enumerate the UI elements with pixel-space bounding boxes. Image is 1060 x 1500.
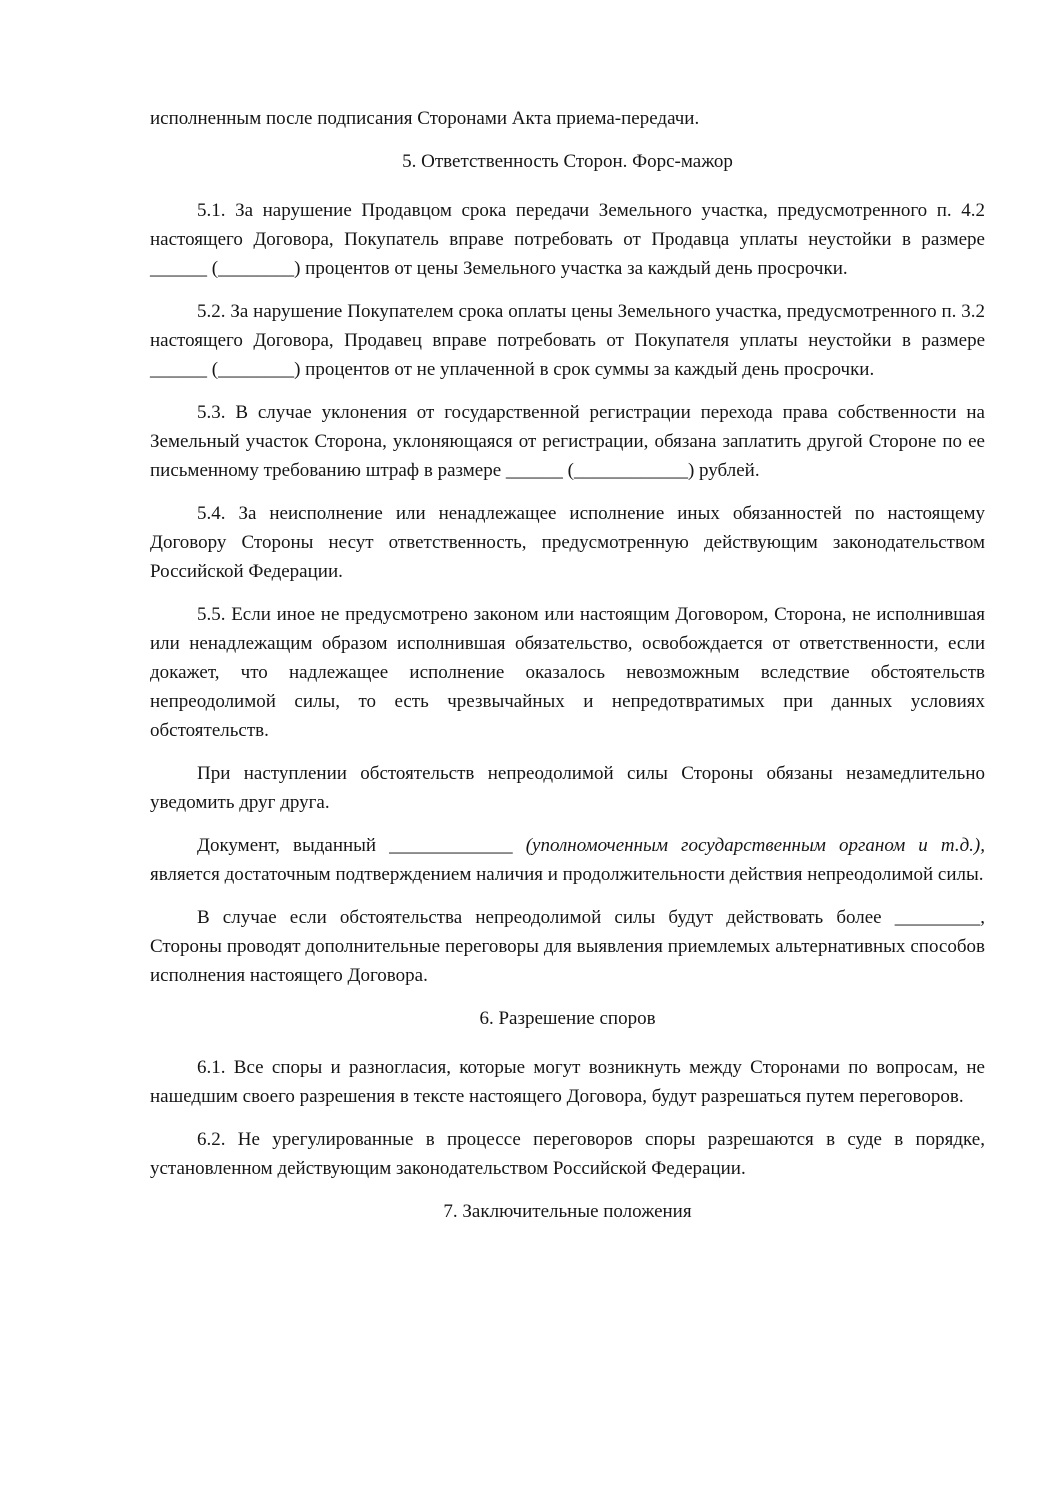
paragraph-5-1: 5.1. За нарушение Продавцом срока передачи Земельного участка, предусмотренного п. 4.2 настоящего Договора, Покупатель вправе потребовать от Продавца уплаты неустойки в размере ______ (________) процентов от цены Земельного участка за каждый день просрочки. xyxy=(150,200,985,279)
document-paragraph-tail: является достаточным подтверждением наличия и продолжительности действия непреодолимой силы. xyxy=(150,864,984,885)
paragraph-5-5: 5.5. Если иное не предусмотрено законом или настоящим Договором, Сторона, не исполнившая или ненадлежащим образом исполнившая обязательство, освобождается от ответственности, если докажет, что надлежащее исполнение оказалось невозможным вследствие обстоятельств непреодолимой силы, то есть чрезвычайных и непредотвратимых при данных условиях обстоятельств. xyxy=(150,604,985,741)
continuation-paragraph: исполненным после подписания Сторонами Акта приема-передачи. xyxy=(150,108,700,129)
paragraph-force-majeure-document xyxy=(150,831,985,889)
paragraph-6-1: 6.1. Все споры и разногласия, которые могут возникнуть между Сторонами по вопросам, не нашедшим своего разрешения в тексте настоящего Договора, будут разрешаться путем переговоров. xyxy=(150,1057,985,1107)
paragraph-force-majeure-notice: При наступлении обстоятельств непреодолимой силы Стороны обязаны незамедлительно уведомить друг друга. xyxy=(150,763,985,813)
document-paragraph-italic-clause: (уполномоченным государственным органом и т.д.), xyxy=(525,835,986,856)
section-6-heading: 6. Разрешение споров xyxy=(479,1008,656,1029)
paragraph-prolonged-force-majeure: В случае если обстоятельства непреодолимой силы будут действовать более _________, Стороны проводят дополнительные переговоры для выявления приемлемых альтернативных способов исполнения настоящего Договора. xyxy=(150,907,985,986)
paragraph-5-2: 5.2. За нарушение Покупателем срока оплаты цены Земельного участка, предусмотренного п. 3.2 настоящего Договора, Продавец вправе потребовать от Покупателя уплаты неустойки в размере ______ (________) процентов от не уплаченной в срок суммы за каждый день просрочки. xyxy=(150,301,985,380)
paragraph-5-4: 5.4. За неисполнение или ненадлежащее исполнение иных обязанностей по настоящему Договору Стороны несут ответственность, предусмотренную действующим законодательством Российской Федерации. xyxy=(150,503,985,582)
section-5-heading: 5. Ответственность Сторон. Форс-мажор xyxy=(402,151,733,172)
section-7-heading: 7. Заключительные положения xyxy=(443,1201,692,1222)
paragraph-6-2: 6.2. Не урегулированные в процессе переговоров споры разрешаются в суде в порядке, установленном действующим законодательством Российской Федерации. xyxy=(150,1129,985,1179)
document-paragraph-lead: Документ, выданный _____________ xyxy=(197,835,526,856)
paragraph-5-3: 5.3. В случае уклонения от государственной регистрации перехода права собственности на Земельный участок Сторона, уклоняющаяся от регистрации, обязана заплатить другой Стороне по ее письменному требованию штраф в размере ______ (____________) рублей. xyxy=(150,402,985,481)
